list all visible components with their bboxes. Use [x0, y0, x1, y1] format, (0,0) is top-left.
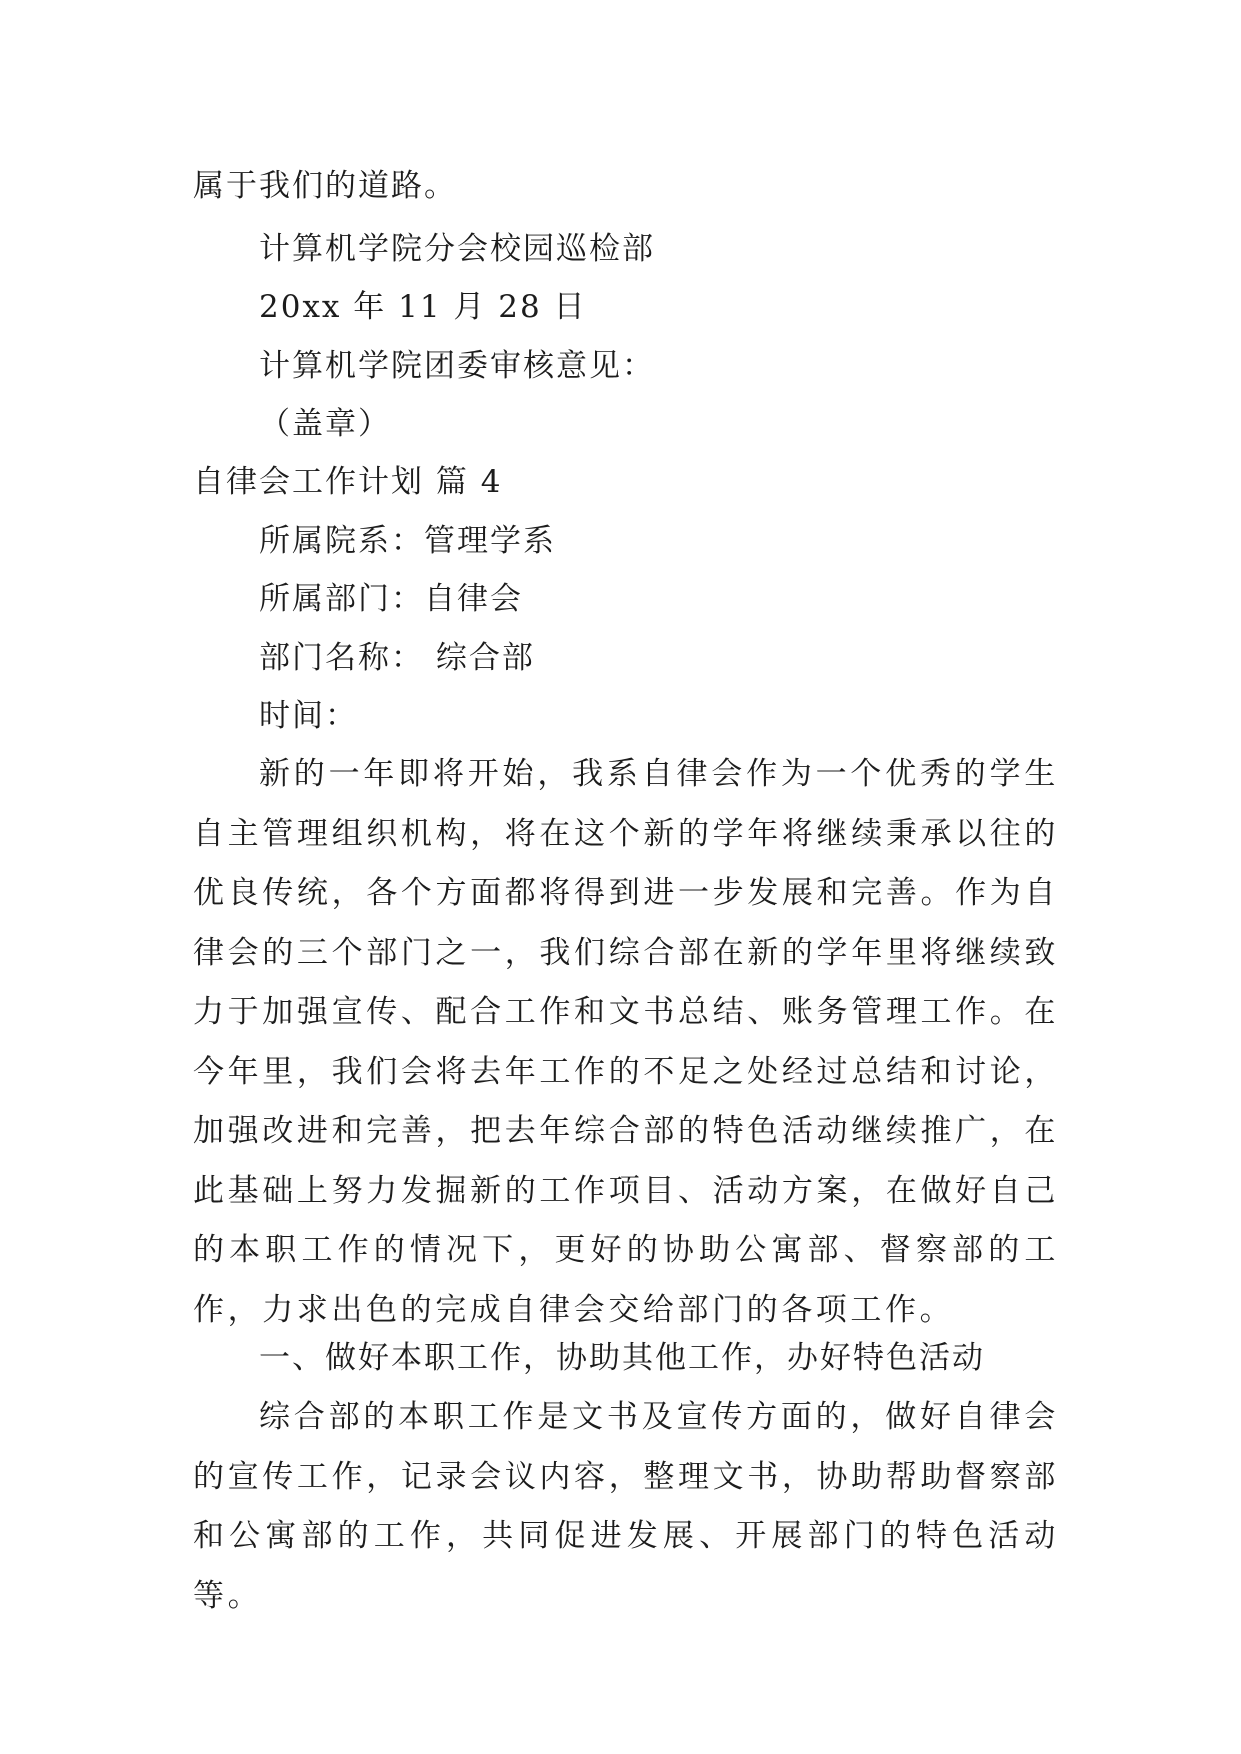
section-title: 自律会工作计划 篇 4 — [193, 464, 503, 500]
text-line-closing: 属于我们的道路。 — [193, 168, 457, 204]
field-dept-name: 部门名称： 综合部 — [259, 640, 535, 676]
field-faculty: 所属院系：管理学系 — [259, 523, 556, 559]
signature-date: 20xx 年 11 月 28 日 — [259, 289, 587, 325]
field-department: 所属部门：自律会 — [259, 581, 523, 617]
signature-department: 计算机学院分会校园巡检部 — [259, 231, 655, 267]
paragraph-intro: 新的一年即将开始，我系自律会作为一个优秀的学生自主管理组织机构，将在这个新的学年将继续秉承以往的优良传统，各个方面都将得到进一步发展和完善。作为自律会的三个部门之一，我们综合部在新的学年里将继续致力于加强宣传、配合工作和文书总结、账务管理工作。在今年里，我们会将去年工作的不足之处经过总结和讨论，加强改进和完善，把去年综合部的特色活动继续推广，在此基础上努力发掘新的工作项目、活动方案，在做好自己的本职工作的情况下，更好的协助公寓部、督察部的工作，力求出色的完成自律会交给部门的各项工作。 — [193, 756, 1059, 1328]
heading-item-one: 一、做好本职工作，协助其他工作，办好特色活动 — [259, 1340, 985, 1376]
review-opinion-label: 计算机学院团委审核意见： — [259, 348, 655, 384]
seal-label: （盖章） — [259, 406, 391, 442]
paragraph-duties: 综合部的本职工作是文书及宣传方面的，做好自律会的宣传工作，记录会议内容，整理文书，协助帮助督察部和公寓部的工作，共同促进发展、开展部门的特色活动等。 — [193, 1399, 1059, 1614]
field-time: 时间： — [259, 698, 358, 734]
